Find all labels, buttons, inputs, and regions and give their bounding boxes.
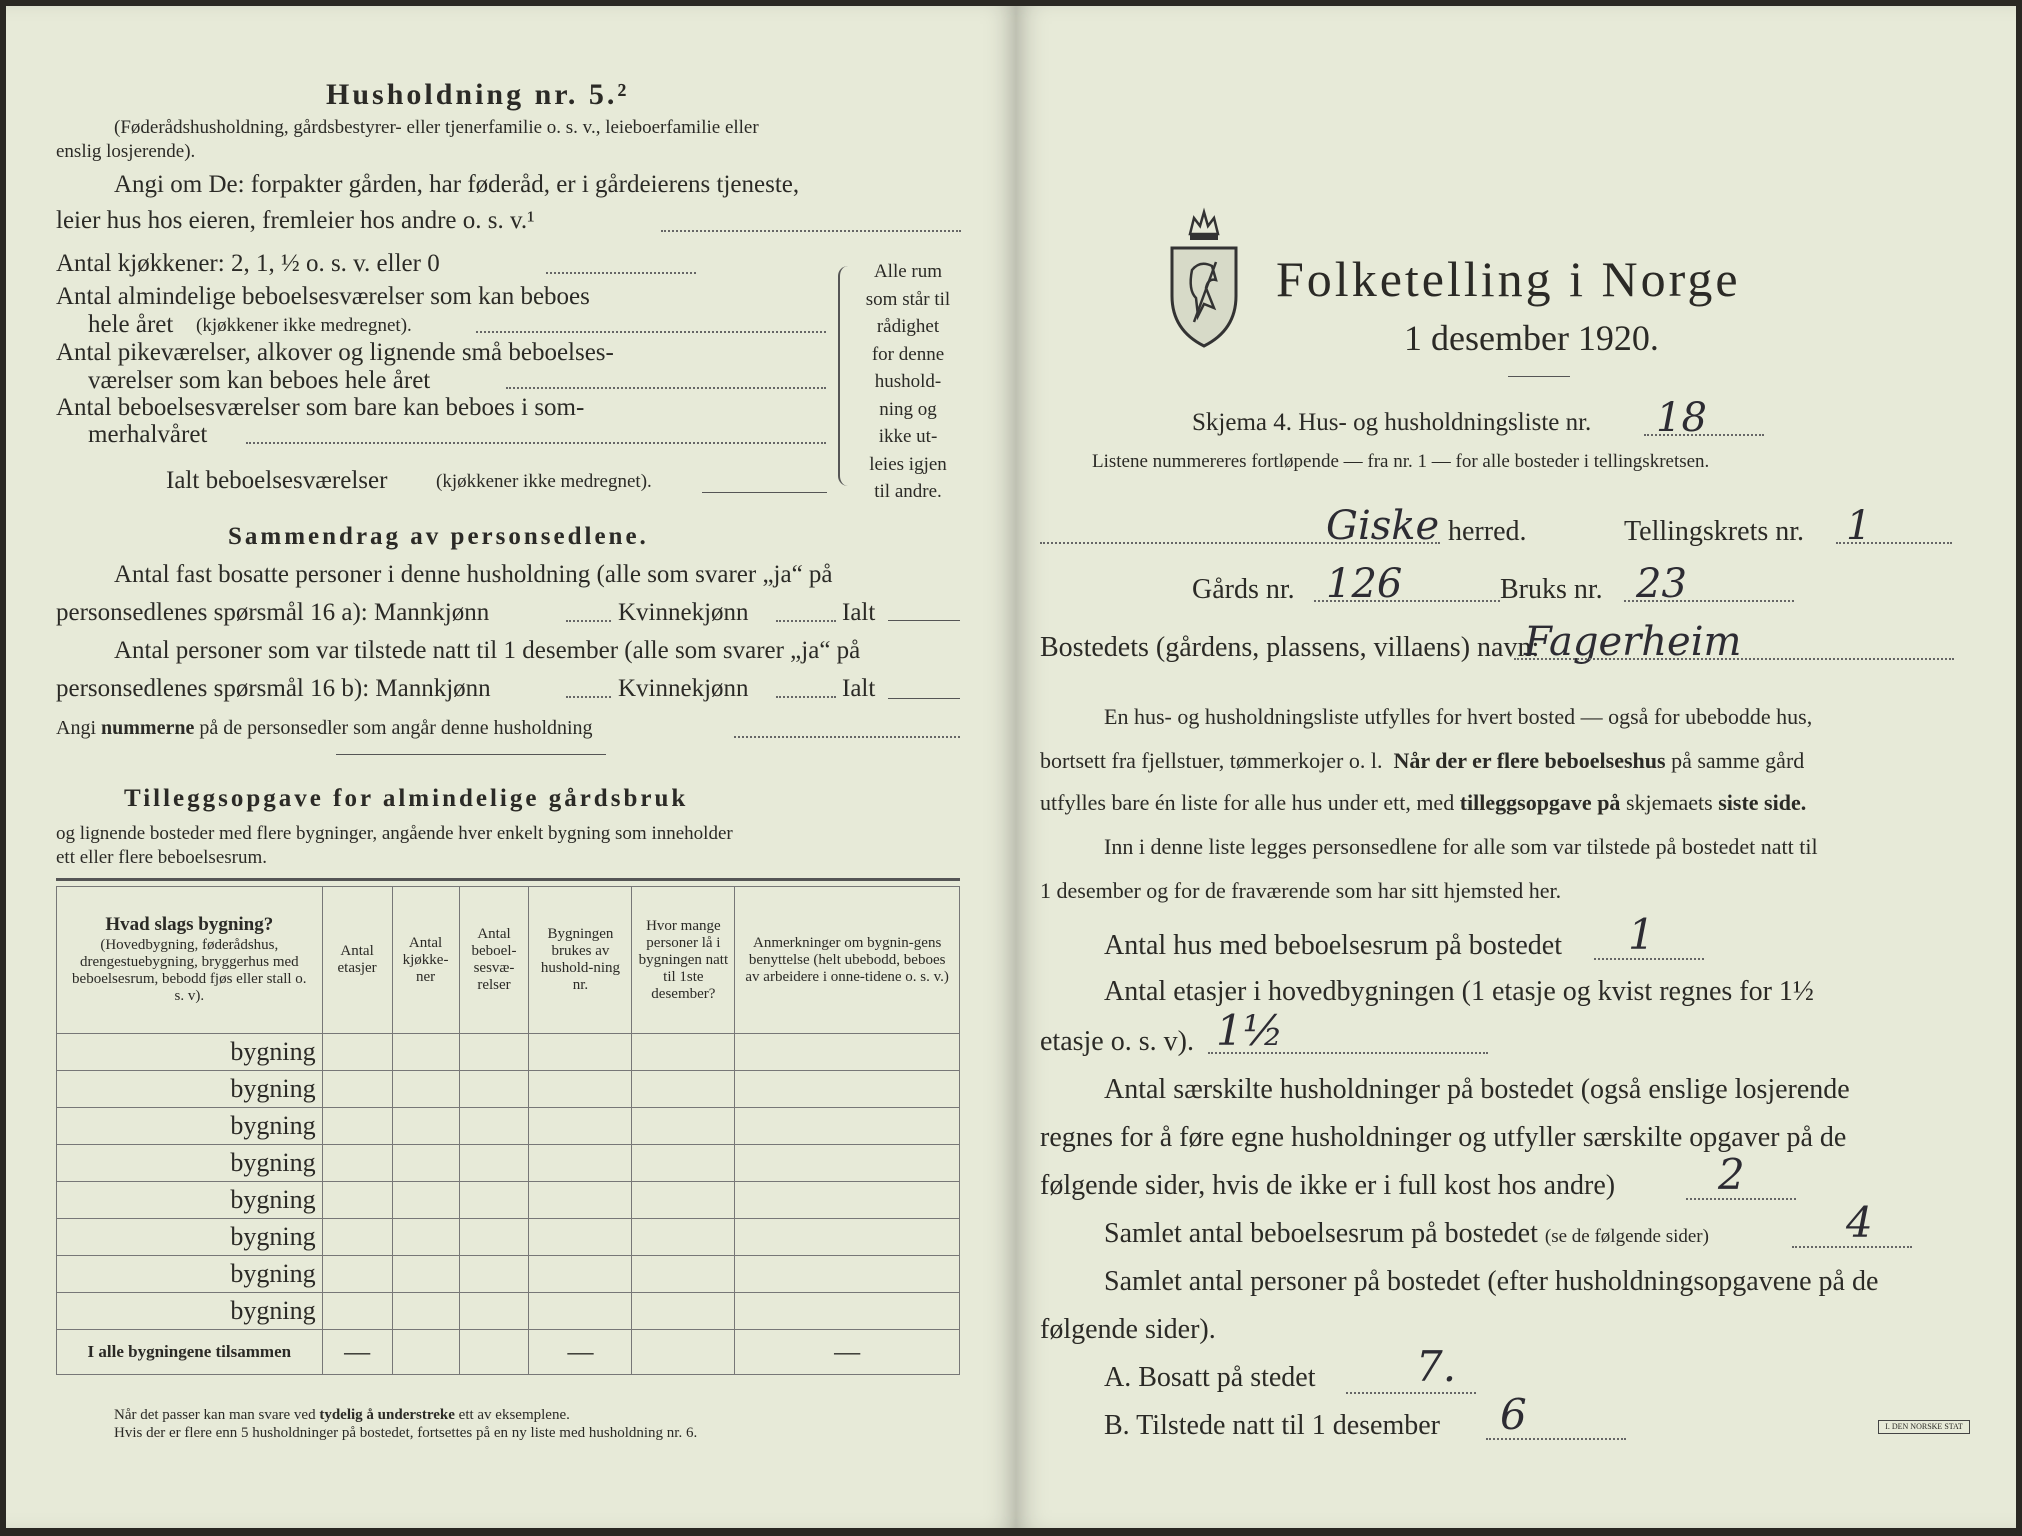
bosted-label: Bostedets (gårdens, plassens, villaens) navn:	[1040, 632, 1540, 663]
intro-line-1: (Føderådshusholdning, gårdsbestyrer- eller tjenerfamilie o. s. v., leieboerfamilie eller	[114, 117, 759, 138]
krets-label: Tellingskrets nr.	[1624, 516, 1805, 547]
census-date: 1 desember 1920.	[1404, 318, 1659, 358]
female-label-2: Kvinnekjønn	[618, 675, 749, 702]
extra-line-2: ett eller flere beboelsesrum.	[56, 847, 268, 868]
table-row: bygning	[57, 1108, 960, 1145]
col-rooms: Antal beboel-sesvæ-relser	[459, 887, 529, 1034]
maid-line-1: Antal pikeværelser, alkover og lignende små beboelses-	[56, 339, 614, 366]
col-floors: Antal etasjer	[322, 887, 392, 1034]
col-building-type: Hvad slags bygning? (Hovedbygning, føderådshus, drengestuebygning, bryggerhus med beboelsesrum, bebodd fjøs eller stall o. s. v).	[57, 887, 323, 1034]
q-hh-value: 2	[1718, 1150, 1745, 1199]
q-hh-line-1: Antal særskilte husholdninger på bostedet (også enslige losjerende	[1104, 1074, 1850, 1105]
rooms-line-1: Antal almindelige beboelsesværelser som kan beboes	[56, 283, 590, 310]
footnote-1: Når det passer kan man svare ved tydelig å understreke ett av eksemplene.	[114, 1407, 570, 1423]
table-row: bygning	[57, 1034, 960, 1071]
q-hh-line-3: følgende sider, hvis de ikke er i full kost hos andre)	[1040, 1170, 1616, 1201]
rooms-line-2: hele året	[88, 311, 174, 338]
instruction-4: Inn i denne liste legges personsedlene for alle som var tilstede på bostedet natt til	[1104, 834, 1818, 859]
maid-line-2: værelser som kan beboes hele året	[88, 367, 431, 394]
q-hus-label: Antal hus med beboelsesrum på bostedet	[1104, 930, 1563, 961]
female-label: Kvinnekjønn	[618, 599, 749, 626]
main-title: Folketelling i Norge	[1276, 251, 1741, 307]
instruction-3: utfylles bare én liste for alle hus under ett, med tilleggsopgave på skjemaets siste side.	[1040, 790, 1807, 815]
bosted-value: Fagerheim	[1524, 619, 1742, 665]
schema-value: 18	[1656, 395, 1707, 441]
ask-line-1: Angi om De: forpakter gården, har føderåd, er i gårdeierens tjeneste,	[114, 171, 800, 198]
table-row: bygning	[57, 1219, 960, 1256]
q-pers-line-2: følgende sider).	[1040, 1314, 1216, 1345]
krets-value: 1	[1846, 503, 1872, 549]
table-row: bygning	[57, 1293, 960, 1330]
table-row: bygning	[57, 1145, 960, 1182]
table-row: bygning	[57, 1071, 960, 1108]
summary-2-line-2: personsedlenes spørsmål 16 b): Mannkjønn	[56, 675, 491, 702]
numbering-note: Listene nummereres fortløpende — fra nr. 1 — for alle bosteder i tellingskretsen.	[1092, 451, 1710, 472]
bruks-label: Bruks nr.	[1500, 574, 1603, 605]
instruction-2: bortsett fra fjellstuer, tømmerkojer o. l. Når der er flere beboelseshus på samme gård	[1040, 748, 1805, 773]
ialt-label: Ialt	[842, 599, 876, 626]
total-rooms-label: Ialt beboelsesværelser	[166, 467, 388, 494]
coat-of-arms-icon	[1164, 200, 1244, 350]
q-etasjer-line-1: Antal etasjer i hovedbygningen (1 etasje og kvist regnes for 1½	[1104, 976, 1814, 1007]
q-bosatt-value: 7.	[1416, 1342, 1457, 1391]
extra-line-1: og lignende bosteder med flere bygninger, angående hver enkelt bygning som inneholder	[56, 823, 733, 844]
col-kitchens: Antal kjøkke-ner	[392, 887, 459, 1034]
herred-label: herred.	[1448, 516, 1527, 547]
gards-label: Gårds nr.	[1192, 574, 1295, 605]
q-hh-line-2: regnes for å føre egne husholdninger og utfyller særskilte opgaver på de	[1040, 1122, 1847, 1153]
table-row: bygning	[57, 1182, 960, 1219]
q-rum-value: 4	[1846, 1198, 1873, 1247]
ask-line-2: leier hus hos eieren, fremleier hos andre o. s. v.¹	[56, 207, 535, 234]
bruks-value: 23	[1636, 561, 1687, 607]
instruction-5: 1 desember og for de fraværende som har sitt hjemsted her.	[1040, 878, 1562, 903]
col-household: Bygningen brukes av hushold-ning nr.	[529, 887, 632, 1034]
herred-value: Giske	[1326, 503, 1440, 549]
table-row: bygning	[57, 1256, 960, 1293]
summary-1-line-1: Antal fast bosatte personer i denne husholdning (alle som svarer „ja“ på	[114, 561, 833, 588]
col-persons: Hvor mange personer lå i bygningen natt til 1ste desember?	[632, 887, 735, 1034]
q-tilstede-label: B. Tilstede natt til 1 desember	[1104, 1410, 1440, 1441]
right-page	[1016, 6, 2016, 1528]
gards-value: 126	[1326, 561, 1403, 607]
footnote-2: Hvis der er flere enn 5 husholdninger på bostedet, fortsettes på en ny liste med husholdning nr. 6.	[114, 1425, 698, 1441]
instruction-1: En hus- og husholdningsliste utfylles for hvert bosted — også for ubebodde hus,	[1104, 704, 1813, 729]
q-bosatt-label: A. Bosatt på stedet	[1104, 1362, 1316, 1393]
table-total-row: I alle bygningene tilsammen — — —	[57, 1330, 960, 1375]
summer-line-2: merhalvåret	[88, 421, 208, 448]
household-title: Husholdning nr. 5.²	[326, 78, 630, 111]
building-table	[56, 886, 960, 1375]
printer-stamp: I. DEN NORSKE STAT	[1878, 1420, 1970, 1434]
q-rum-label: Samlet antal beboelsesrum på bostedet (se de følgende sider)	[1104, 1218, 1709, 1249]
left-page	[6, 6, 1016, 1528]
ialt-label-2: Ialt	[842, 675, 876, 702]
q-hus-value: 1	[1628, 910, 1655, 959]
total-rooms-note: (kjøkkener ikke medregnet).	[436, 471, 652, 492]
summary-1-line-2: personsedlenes spørsmål 16 a): Mannkjønn	[56, 599, 490, 626]
side-note: Alle rum som står til rådighet for denne hushold- ning og ikke ut- leies igjen til andre.	[865, 261, 951, 502]
q-tilstede-value: 6	[1500, 1390, 1527, 1439]
kitchens-question: Antal kjøkkener: 2, 1, ½ o. s. v. eller 0	[56, 250, 440, 277]
extra-title: Tilleggsopgave for almindelige gårdsbruk	[124, 785, 689, 812]
col-remarks: Anmerkninger om bygnin-gens benyttelse (helt ubebodd, beboes av arbeidere i onne-tidene o. s. v.)	[735, 887, 960, 1034]
q-etasjer-line-2: etasje o. s. v).	[1040, 1026, 1194, 1057]
summer-line-1: Antal beboelsesværelser som bare kan beboes i som-	[56, 394, 585, 421]
schema-label: Skjema 4. Hus- og husholdningsliste nr.	[1192, 409, 1592, 436]
summary-2-line-1: Antal personer som var tilstede natt til 1 desember (alle som svarer „ja“ på	[114, 637, 861, 664]
summary-title: Sammendrag av personsedlene.	[228, 523, 649, 550]
numbers-line: Angi nummerne på de personsedler som angår denne husholdning	[56, 717, 593, 739]
q-etasjer-value: 1½	[1216, 1006, 1284, 1055]
q-pers-line-1: Samlet antal personer på bostedet (efter husholdningsopgavene på de	[1104, 1266, 1879, 1297]
intro-line-2: enslig losjerende).	[56, 141, 196, 162]
rooms-note: (kjøkkener ikke medregnet).	[196, 315, 412, 336]
